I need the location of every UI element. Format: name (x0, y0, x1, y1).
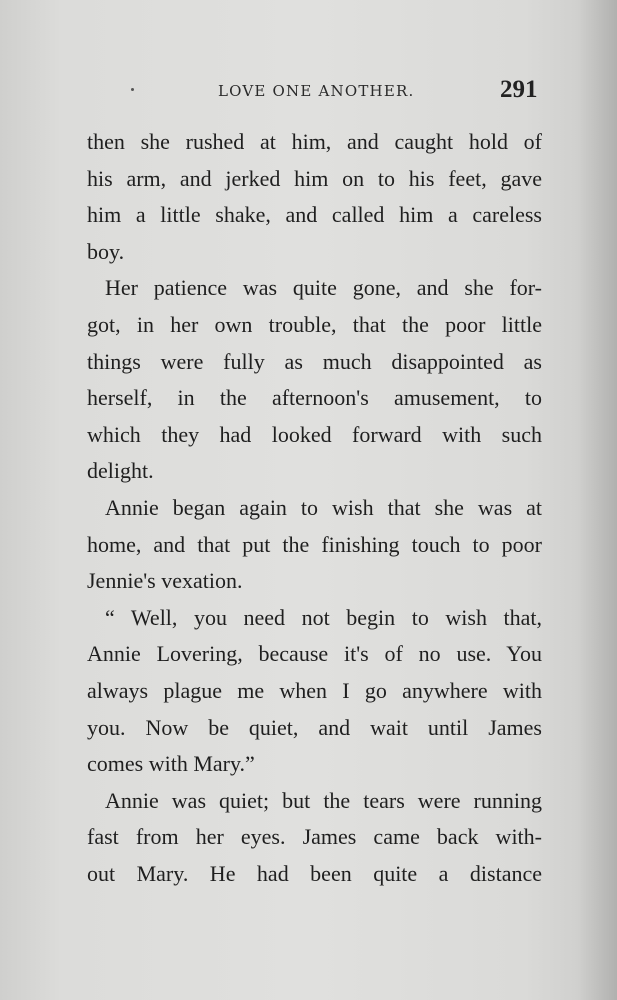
text-line: boy. (87, 238, 125, 264)
text-line: then she rushed at him, and caught hold of (87, 129, 542, 154)
text-line: out Mary. He had been quite a distance (87, 860, 542, 886)
running-title: LOVE ONE ANOTHER. (218, 82, 415, 100)
running-header (0, 76, 617, 106)
text-line: delight. (87, 458, 154, 484)
page-number: 291 (500, 76, 538, 103)
text-line: “ Well, you need not begin to wish that, (105, 604, 542, 630)
text-line: him a little shake, and called him a careless (87, 202, 542, 228)
text-line: his arm, and jerked him on to his feet, gave (87, 165, 542, 191)
text-line: Annie Lovering, because it's of no use. You (87, 641, 542, 667)
text-line: Annie began again to wish that she was at (105, 494, 542, 520)
text-line: fast from her eyes. James came back with- (87, 824, 542, 850)
text-line: you. Now be quiet, and wait until James (87, 714, 542, 740)
text-line: Jennie's vexation. (87, 568, 243, 594)
text-line: Annie was quiet; but the tears were running (105, 787, 542, 813)
text-line: things were fully as much disappointed as (87, 348, 542, 374)
text-line: comes with Mary.” (87, 751, 255, 777)
text-line: Her patience was quite gone, and she for- (105, 275, 542, 301)
header-dot (131, 88, 134, 91)
text-line: got, in her own trouble, that the poor little (87, 311, 542, 337)
text-line: home, and that put the finishing touch to poor (87, 531, 542, 557)
body-text (87, 124, 542, 892)
text-line: herself, in the afternoon's amusement, to (87, 385, 542, 411)
page-edge-shadow (577, 0, 617, 1000)
text-line: always plague me when I go anywhere with (87, 677, 542, 703)
text-line: which they had looked forward with such (87, 421, 542, 447)
